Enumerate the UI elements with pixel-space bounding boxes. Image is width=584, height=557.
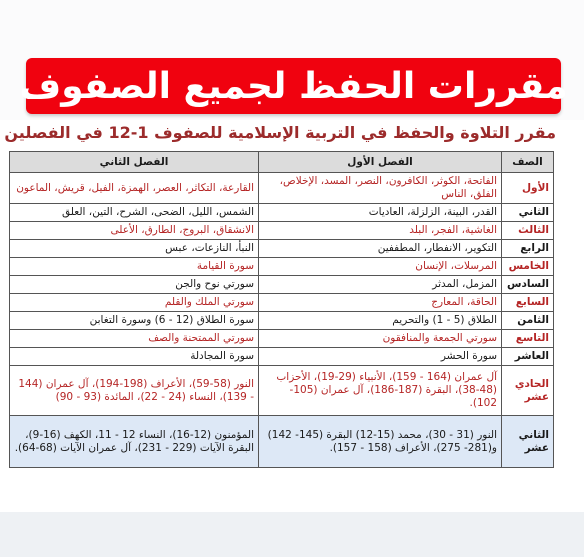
grade-cell: الرابع bbox=[502, 240, 554, 258]
semester-1-cell: الحاقة، المعارج bbox=[259, 294, 502, 312]
semester-2-cell: المؤمنون (12-16)، النساء 12 - 11، الكهف (16-9)، البقرة الآيات (229 - 231)، آل عمران الآيات (68-64). bbox=[10, 416, 259, 468]
table-row bbox=[10, 312, 554, 330]
semester-1-cell: المرسلات، الإنسان bbox=[259, 258, 502, 276]
semester-1-cell: الفاتحة، الكوثر، الكافرون، النصر، المسد، الإخلاص، الفلق، الناس bbox=[259, 173, 502, 204]
table-row bbox=[10, 330, 554, 348]
semester-2-cell: النبأ، النازعات، عبس bbox=[10, 240, 259, 258]
table-row bbox=[10, 416, 554, 468]
semester-2-cell: سورتي الملك والقلم bbox=[10, 294, 259, 312]
table-row bbox=[10, 204, 554, 222]
grade-cell: الثاني bbox=[502, 204, 554, 222]
table-row bbox=[10, 240, 554, 258]
table-row bbox=[10, 276, 554, 294]
grade-cell: الخامس bbox=[502, 258, 554, 276]
grade-cell: الثاني عشر bbox=[502, 416, 554, 468]
grade-cell: الحادي عشر bbox=[502, 366, 554, 416]
semester-2-cell: سورة المجادلة bbox=[10, 348, 259, 366]
header-grade: الصف bbox=[502, 152, 554, 173]
table-row bbox=[10, 348, 554, 366]
title-banner bbox=[19, 58, 568, 114]
grade-cell: الأول bbox=[502, 173, 554, 204]
curriculum-table bbox=[9, 151, 554, 468]
semester-2-cell: القارعة، التكاثر، العصر، الهمزة، الفيل، قريش، الماعون bbox=[10, 173, 259, 204]
semester-1-cell: سورتي الجمعة والمنافقون bbox=[259, 330, 502, 348]
grade-cell: العاشر bbox=[502, 348, 554, 366]
table-row bbox=[10, 222, 554, 240]
grade-cell: التاسع bbox=[502, 330, 554, 348]
semester-1-cell: الطلاق (5 - 1) والتحريم bbox=[259, 312, 502, 330]
semester-2-cell: سورتي نوح والجن bbox=[10, 276, 259, 294]
semester-2-cell: سورة الطلاق (12 - 6) وسورة التغابن bbox=[10, 312, 259, 330]
table-row bbox=[10, 173, 554, 204]
bottom-background bbox=[0, 512, 584, 557]
banner-title: مقررات الحفظ لجميع الصفوف bbox=[19, 65, 568, 107]
semester-1-cell: النور (31 - 30)، محمد (15-12) البقرة (145- 142) و(281- 275)، الأعراف (158 - 157). bbox=[259, 416, 502, 468]
header-semester-1: الفصل الأول bbox=[259, 152, 502, 173]
semester-2-cell: سورة القيامة bbox=[10, 258, 259, 276]
table-header-row bbox=[10, 152, 554, 173]
semester-2-cell: الشمس، الليل، الضحى، الشرح، التين، العلق bbox=[10, 204, 259, 222]
table-row bbox=[10, 258, 554, 276]
table-row bbox=[10, 366, 554, 416]
semester-1-cell: سورة الحشر bbox=[259, 348, 502, 366]
semester-2-cell: سورتي الممتحنة والصف bbox=[10, 330, 259, 348]
grade-cell: السادس bbox=[502, 276, 554, 294]
semester-1-cell: التكوير، الانفطار، المطففين bbox=[259, 240, 502, 258]
table-row bbox=[10, 294, 554, 312]
grade-cell: الثالث bbox=[502, 222, 554, 240]
semester-1-cell: الغاشية، الفجر، البلد bbox=[259, 222, 502, 240]
grade-cell: السابع bbox=[502, 294, 554, 312]
header-semester-2: الفصل الثاني bbox=[10, 152, 259, 173]
semester-1-cell: آل عمران (164 - 159)، الأنبياء (29-19)، الأحزاب (48-38)، البقرة (187-186)، آل عمران (105-102). bbox=[259, 366, 502, 416]
document-subtitle: مقرر التلاوة والحفظ في التربية الإسلامية للصفوف 1-12 في الفصلين bbox=[4, 123, 556, 142]
semester-1-cell: القدر، البينة، الزلزلة، العاديات bbox=[259, 204, 502, 222]
semester-1-cell: المزمل، المدثر bbox=[259, 276, 502, 294]
semester-2-cell: الانشقاق، البروج، الطارق، الأعلى bbox=[10, 222, 259, 240]
grade-cell: الثامن bbox=[502, 312, 554, 330]
semester-2-cell: النور (58-59)، الأعراف (198-194)، آل عمران (144 - 139)، النساء (24 - 22)، المائدة (93 - 90) bbox=[10, 366, 259, 416]
